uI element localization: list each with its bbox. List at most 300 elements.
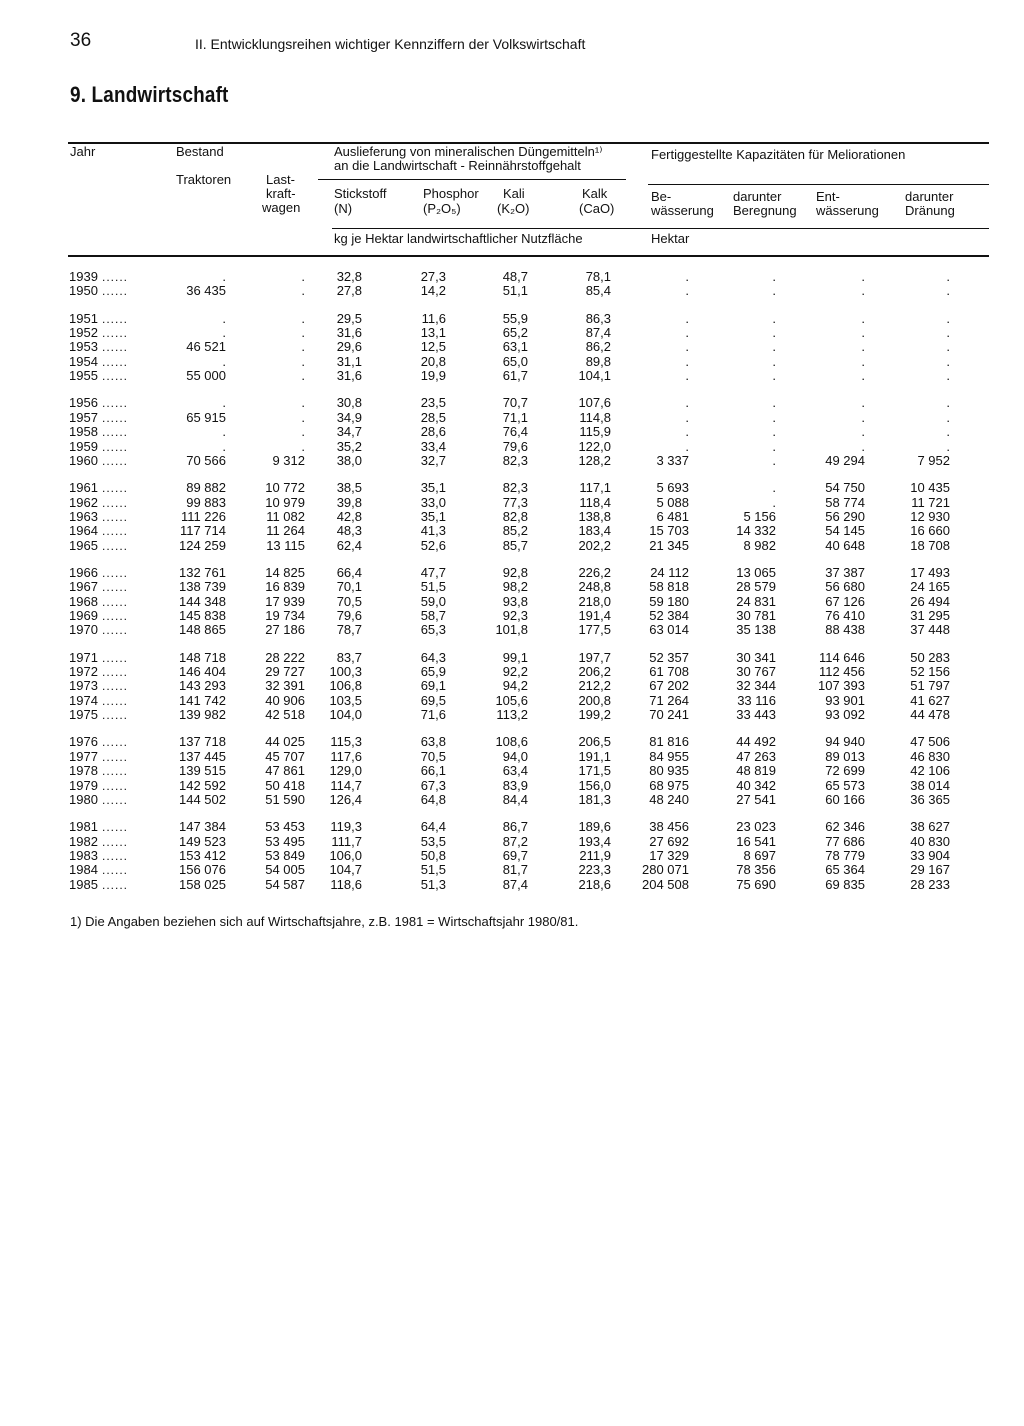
trak-cell: 145 838 xyxy=(179,608,226,623)
ber-cell: 27 541 xyxy=(736,791,776,807)
k-cell: 82,3 xyxy=(502,480,528,496)
trak-cell: 147 384 xyxy=(179,819,226,835)
year-cell: 1939 xyxy=(69,269,98,284)
n-cell: 38,5 xyxy=(336,480,362,496)
dra-cell: 24 165 xyxy=(910,579,950,595)
trak-cell: 46 521 xyxy=(186,339,226,355)
header-draenung-1: darunter xyxy=(905,189,954,204)
ent-cell: 62 346 xyxy=(825,819,865,835)
lkw-cell: 11 264 xyxy=(266,523,305,539)
leader-dots: ...... xyxy=(102,326,129,341)
ber-cell: . xyxy=(772,269,776,284)
leader-dots: ...... xyxy=(102,311,129,326)
p-cell: 53,5 xyxy=(420,833,446,849)
dra-cell: 18 708 xyxy=(910,537,950,553)
ca-cell: 122,0 xyxy=(578,438,611,454)
year-cell: 1983 xyxy=(69,847,98,863)
k-cell: 65,0 xyxy=(502,353,528,369)
k-cell: 82,8 xyxy=(502,508,528,524)
k-cell: 79,6 xyxy=(502,438,528,454)
k-cell: 85,2 xyxy=(502,523,528,539)
dra-cell: 52 156 xyxy=(910,664,950,680)
year-cell: 1972 xyxy=(69,664,98,680)
leader-dots: ...... xyxy=(102,650,129,665)
dra-cell: 38 014 xyxy=(910,777,950,793)
dra-cell: . xyxy=(946,353,950,369)
dra-cell: 50 283 xyxy=(910,649,950,665)
n-cell: 30,8 xyxy=(336,395,362,411)
ent-cell: 112 456 xyxy=(818,664,865,680)
n-cell: 79,6 xyxy=(336,608,362,623)
bew-cell: 27 692 xyxy=(649,833,689,849)
ca-cell: 86,2 xyxy=(585,339,611,355)
ber-cell: . xyxy=(772,494,776,510)
trak-cell: . xyxy=(222,424,226,440)
ber-cell: . xyxy=(772,325,776,341)
p-cell: 11,6 xyxy=(421,310,446,326)
k-cell: 105,6 xyxy=(495,692,528,708)
bew-cell: 81 816 xyxy=(649,734,689,750)
leader-dots: ...... xyxy=(102,538,129,553)
ca-cell: 181,3 xyxy=(578,791,611,807)
n-cell: 48,3 xyxy=(336,523,362,539)
trak-cell: 55 000 xyxy=(186,368,226,384)
ent-cell: . xyxy=(861,409,865,425)
bew-cell: 6 481 xyxy=(656,508,689,524)
trak-cell: 148 718 xyxy=(179,649,226,665)
bew-cell: 3 337 xyxy=(656,452,689,468)
n-cell: 119,3 xyxy=(330,819,362,835)
dra-cell: . xyxy=(946,339,950,355)
bew-cell: 70 241 xyxy=(649,707,689,723)
leader-dots: ...... xyxy=(102,340,129,355)
ca-cell: 248,8 xyxy=(578,579,611,595)
ent-cell: 37 387 xyxy=(825,564,865,580)
lkw-cell: 14 825 xyxy=(265,564,305,580)
p-cell: 52,6 xyxy=(420,537,446,553)
lkw-cell: . xyxy=(301,310,305,326)
bew-cell: 24 112 xyxy=(650,564,689,580)
year-cell: 1957 xyxy=(69,409,98,425)
k-cell: 65,2 xyxy=(502,325,528,341)
header-kalk-2: (CaO) xyxy=(579,201,615,216)
k-cell: 63,1 xyxy=(502,339,528,355)
k-cell: 51,1 xyxy=(502,283,528,299)
trak-cell: 153 412 xyxy=(179,847,226,863)
dra-cell: 7 952 xyxy=(917,452,950,468)
k-cell: 86,7 xyxy=(502,819,528,835)
p-cell: 33,0 xyxy=(420,494,446,510)
ber-cell: . xyxy=(772,438,776,454)
p-cell: 64,8 xyxy=(420,791,446,807)
p-cell: 13,1 xyxy=(420,325,446,341)
lkw-cell: 45 707 xyxy=(265,748,305,764)
ca-cell: 191,1 xyxy=(578,748,611,764)
ca-cell: 199,2 xyxy=(578,707,611,723)
year-cell: 1958 xyxy=(69,424,98,440)
p-cell: 69,5 xyxy=(420,692,446,708)
year-cell: 1976 xyxy=(69,734,98,750)
dra-cell: . xyxy=(946,325,950,341)
p-cell: 65,3 xyxy=(420,622,446,638)
k-cell: 94,2 xyxy=(502,678,528,694)
year-cell: 1984 xyxy=(69,862,98,878)
dra-cell: 28 233 xyxy=(910,876,950,892)
year-cell: 1956 xyxy=(69,395,98,411)
p-cell: 20,8 xyxy=(420,353,446,369)
leader-dots: ...... xyxy=(102,565,129,580)
k-cell: 92,8 xyxy=(502,564,528,580)
header-entwaesserung-2: wässerung xyxy=(816,203,879,218)
k-cell: 76,4 xyxy=(502,424,528,440)
lkw-cell: 54 005 xyxy=(265,862,305,878)
ent-cell: . xyxy=(861,339,865,355)
trak-cell: 142 592 xyxy=(179,777,226,793)
k-cell: 98,2 xyxy=(502,579,528,595)
ca-cell: 218,6 xyxy=(578,876,611,892)
k-cell: 55,9 xyxy=(502,310,528,326)
p-cell: 35,1 xyxy=(420,508,446,524)
dra-cell: 47 506 xyxy=(910,734,950,750)
header-beregnung-2: Beregnung xyxy=(733,203,797,218)
table-header-bottom-rule xyxy=(68,255,989,257)
bew-cell: . xyxy=(685,269,689,284)
trak-cell: 139 982 xyxy=(179,707,226,723)
n-cell: 32,8 xyxy=(336,269,362,284)
bew-cell: 71 264 xyxy=(649,692,689,708)
leader-dots: ...... xyxy=(102,749,129,764)
dra-cell: . xyxy=(946,395,950,411)
year-cell: 1985 xyxy=(69,876,98,892)
ca-cell: 104,1 xyxy=(578,368,611,384)
ent-cell: 88 438 xyxy=(825,622,865,638)
p-cell: 70,5 xyxy=(420,748,446,764)
ent-cell: 56 290 xyxy=(825,508,865,524)
trak-cell: 111 226 xyxy=(180,508,226,524)
trak-cell: 137 718 xyxy=(179,734,226,750)
trak-cell: 70 566 xyxy=(186,452,226,468)
k-cell: 93,8 xyxy=(502,593,528,609)
year-cell: 1953 xyxy=(69,339,98,355)
ca-cell: 202,2 xyxy=(578,537,611,553)
ca-cell: 200,8 xyxy=(578,692,611,708)
p-cell: 12,5 xyxy=(420,339,446,355)
k-cell: 71,1 xyxy=(502,409,528,425)
lkw-cell: 47 861 xyxy=(265,763,305,779)
ca-cell: 226,2 xyxy=(578,564,611,580)
trak-cell: . xyxy=(222,438,226,454)
k-cell: 77,3 xyxy=(502,494,528,510)
lkw-cell: 19 734 xyxy=(265,608,305,623)
p-cell: 14,2 xyxy=(420,283,446,299)
n-cell: 126,4 xyxy=(329,791,362,807)
lkw-cell: 53 849 xyxy=(265,847,305,863)
p-cell: 41,3 xyxy=(420,523,446,539)
n-cell: 35,2 xyxy=(336,438,362,454)
leader-dots: ...... xyxy=(102,439,129,454)
n-cell: 31,6 xyxy=(336,368,362,384)
ber-cell: . xyxy=(772,480,776,496)
ber-cell: . xyxy=(772,310,776,326)
ber-cell: . xyxy=(772,452,776,468)
header-beregnung-1: darunter xyxy=(733,189,782,204)
ent-cell: 72 699 xyxy=(825,763,865,779)
ent-cell: 78 779 xyxy=(825,847,865,863)
lkw-cell: . xyxy=(301,424,305,440)
ber-cell: 33 443 xyxy=(736,707,776,723)
ber-cell: 30 781 xyxy=(736,608,776,623)
lkw-cell: 11 082 xyxy=(266,508,305,524)
trak-cell: 36 435 xyxy=(186,283,226,299)
header-phosphor-2: (P₂O₅) xyxy=(423,201,461,216)
rule-units xyxy=(332,228,989,229)
section-title: 9. Landwirtschaft xyxy=(70,82,229,107)
n-cell: 70,5 xyxy=(336,593,362,609)
leader-dots: ...... xyxy=(102,693,129,708)
lkw-cell: 16 839 xyxy=(265,579,305,595)
leader-dots: ...... xyxy=(102,580,129,595)
n-cell: 42,8 xyxy=(336,508,362,524)
k-cell: 61,7 xyxy=(502,368,528,384)
ent-cell: 76 410 xyxy=(825,608,865,623)
dra-cell: 51 797 xyxy=(910,678,950,694)
p-cell: 71,6 xyxy=(420,707,446,723)
ca-cell: 193,4 xyxy=(578,833,611,849)
p-cell: 51,5 xyxy=(420,862,446,878)
footnote: 1) Die Angaben beziehen sich auf Wirtschaftsjahre, z.B. 1981 = Wirtschaftsjahr 1980/81. xyxy=(70,914,579,929)
header-phosphor-1: Phosphor xyxy=(423,186,479,201)
leader-dots: ...... xyxy=(102,509,129,524)
header-lkw-3: wagen xyxy=(262,200,301,215)
bew-cell: 17 329 xyxy=(649,847,689,863)
p-cell: 67,3 xyxy=(420,777,446,793)
ca-cell: 78,1 xyxy=(585,269,611,284)
dra-cell: . xyxy=(946,424,950,440)
leader-dots: ...... xyxy=(102,834,129,849)
dra-cell: 41 627 xyxy=(910,692,950,708)
p-cell: 51,3 xyxy=(420,876,446,892)
n-cell: 104,0 xyxy=(329,707,362,723)
n-cell: 115,3 xyxy=(330,734,362,750)
trak-cell: . xyxy=(222,310,226,326)
ber-cell: 75 690 xyxy=(736,876,776,892)
ent-cell: 93 092 xyxy=(825,707,865,723)
ent-cell: 69 835 xyxy=(825,876,865,892)
k-cell: 63,4 xyxy=(502,763,528,779)
k-cell: 92,3 xyxy=(502,608,528,623)
leader-dots: ...... xyxy=(102,354,129,369)
k-cell: 85,7 xyxy=(502,537,528,553)
header-draenung-2: Dränung xyxy=(905,203,955,218)
dra-cell: 33 904 xyxy=(910,847,950,863)
year-cell: 1961 xyxy=(69,480,98,496)
p-cell: 66,1 xyxy=(420,763,446,779)
n-cell: 111,7 xyxy=(331,833,362,849)
ber-cell: 8 982 xyxy=(743,537,776,553)
n-cell: 27,8 xyxy=(336,283,362,299)
n-cell: 100,3 xyxy=(329,664,362,680)
leader-dots: ...... xyxy=(102,877,129,892)
year-cell: 1966 xyxy=(69,564,98,580)
header-kali-2: (K₂O) xyxy=(497,201,530,216)
ca-cell: 171,5 xyxy=(578,763,611,779)
ber-cell: 40 342 xyxy=(736,777,776,793)
year-cell: 1965 xyxy=(69,537,98,553)
lkw-cell: 27 186 xyxy=(265,622,305,638)
trak-cell: 65 915 xyxy=(186,409,226,425)
k-cell: 83,9 xyxy=(502,777,528,793)
ber-cell: 44 492 xyxy=(736,734,776,750)
trak-cell: 158 025 xyxy=(179,876,226,892)
lkw-cell: 42 518 xyxy=(265,707,305,723)
year-cell: 1973 xyxy=(69,678,98,694)
dra-cell: 36 365 xyxy=(910,791,950,807)
ent-cell: 65 573 xyxy=(825,777,865,793)
bew-cell: 67 202 xyxy=(649,678,689,694)
leader-dots: ...... xyxy=(102,665,129,680)
bew-cell: 58 818 xyxy=(649,579,689,595)
n-cell: 29,6 xyxy=(336,339,362,355)
ca-cell: 87,4 xyxy=(585,325,611,341)
bew-cell: 80 935 xyxy=(649,763,689,779)
year-cell: 1970 xyxy=(69,622,98,638)
page-number: 36 xyxy=(70,30,92,51)
k-cell: 113,2 xyxy=(496,707,528,723)
year-cell: 1954 xyxy=(69,353,98,369)
ber-cell: 13 065 xyxy=(736,564,776,580)
bew-cell: . xyxy=(685,368,689,384)
bew-cell: 5 693 xyxy=(656,480,689,496)
lkw-cell: 29 727 xyxy=(265,664,305,680)
k-cell: 87,2 xyxy=(502,833,528,849)
ca-cell: 223,3 xyxy=(578,862,611,878)
lkw-cell: 53 453 xyxy=(265,819,305,835)
bew-cell: 21 345 xyxy=(649,537,689,553)
ber-cell: 48 819 xyxy=(736,763,776,779)
leader-dots: ...... xyxy=(102,863,129,878)
bew-cell: . xyxy=(685,283,689,299)
ent-cell: 40 648 xyxy=(825,537,865,553)
year-cell: 1980 xyxy=(69,791,98,807)
ent-cell: 56 680 xyxy=(825,579,865,595)
ent-cell: . xyxy=(861,368,865,384)
k-cell: 108,6 xyxy=(495,734,528,750)
ber-cell: . xyxy=(772,395,776,411)
leader-dots: ...... xyxy=(102,848,129,863)
dra-cell: . xyxy=(946,409,950,425)
bew-cell: . xyxy=(685,438,689,454)
ca-cell: 212,2 xyxy=(578,678,611,694)
p-cell: 23,5 xyxy=(420,395,446,411)
k-cell: 81,7 xyxy=(502,862,528,878)
year-cell: 1982 xyxy=(69,833,98,849)
p-cell: 64,4 xyxy=(420,819,446,835)
dra-cell: 38 627 xyxy=(910,819,950,835)
header-unit-duenger: kg je Hektar landwirtschaftlicher Nutzfläche xyxy=(334,231,583,246)
p-cell: 51,5 xyxy=(420,579,446,595)
p-cell: 27,3 xyxy=(420,269,446,284)
dra-cell: 40 830 xyxy=(910,833,950,849)
lkw-cell: . xyxy=(301,283,305,299)
year-cell: 1975 xyxy=(69,707,98,723)
bew-cell: . xyxy=(685,325,689,341)
ber-cell: . xyxy=(772,409,776,425)
bew-cell: . xyxy=(685,339,689,355)
ber-cell: 30 767 xyxy=(736,664,776,680)
trak-cell: 141 742 xyxy=(179,692,226,708)
bew-cell: . xyxy=(685,353,689,369)
year-cell: 1979 xyxy=(69,777,98,793)
leader-dots: ...... xyxy=(102,708,129,723)
dra-cell: . xyxy=(946,438,950,454)
lkw-cell: 28 222 xyxy=(265,649,305,665)
p-cell: 47,7 xyxy=(420,564,446,580)
n-cell: 38,0 xyxy=(336,452,362,468)
k-cell: 92,2 xyxy=(502,664,528,680)
leader-dots: ...... xyxy=(102,735,129,750)
trak-cell: 144 348 xyxy=(179,593,226,609)
bew-cell: 48 240 xyxy=(649,791,689,807)
p-cell: 28,5 xyxy=(420,409,446,425)
n-cell: 106,0 xyxy=(329,847,362,863)
ent-cell: . xyxy=(861,395,865,411)
ber-cell: 14 332 xyxy=(736,523,776,539)
ca-cell: 206,5 xyxy=(578,734,611,750)
lkw-cell: 54 587 xyxy=(265,876,305,892)
ent-cell: 77 686 xyxy=(825,833,865,849)
leader-dots: ...... xyxy=(102,425,129,440)
year-cell: 1967 xyxy=(69,579,98,595)
ber-cell: 47 263 xyxy=(736,748,776,764)
n-cell: 114,7 xyxy=(330,777,362,793)
lkw-cell: 50 418 xyxy=(265,777,305,793)
lkw-cell: 51 590 xyxy=(265,791,305,807)
leader-dots: ...... xyxy=(102,270,129,284)
dra-cell: 46 830 xyxy=(910,748,950,764)
lkw-cell: 44 025 xyxy=(265,734,305,750)
trak-cell: . xyxy=(222,269,226,284)
dra-cell: . xyxy=(946,368,950,384)
trak-cell: . xyxy=(222,395,226,411)
year-cell: 1955 xyxy=(69,368,98,384)
header-bewaesserung-1: Be- xyxy=(651,189,672,204)
header-entwaesserung-1: Ent- xyxy=(816,189,840,204)
k-cell: 70,7 xyxy=(502,395,528,411)
lkw-cell: . xyxy=(301,368,305,384)
year-cell: 1950 xyxy=(69,283,98,299)
leader-dots: ...... xyxy=(102,410,129,425)
leader-dots: ...... xyxy=(102,495,129,510)
ca-cell: 156,0 xyxy=(578,777,611,793)
lkw-cell: 10 772 xyxy=(265,480,305,496)
ber-cell: . xyxy=(772,424,776,440)
trak-cell: 156 076 xyxy=(179,862,226,878)
dra-cell: 37 448 xyxy=(910,622,950,638)
k-cell: 84,4 xyxy=(502,791,528,807)
ca-cell: 138,8 xyxy=(578,508,611,524)
ca-cell: 183,4 xyxy=(578,523,611,539)
ent-cell: 54 145 xyxy=(825,523,865,539)
p-cell: 64,3 xyxy=(420,649,446,665)
ca-cell: 107,6 xyxy=(578,395,611,411)
trak-cell: 149 523 xyxy=(179,833,226,849)
ca-cell: 85,4 xyxy=(585,283,611,299)
leader-dots: ...... xyxy=(102,820,129,835)
year-cell: 1962 xyxy=(69,494,98,510)
dra-cell: 17 493 xyxy=(910,564,950,580)
ent-cell: 49 294 xyxy=(825,452,865,468)
ca-cell: 189,6 xyxy=(578,819,611,835)
